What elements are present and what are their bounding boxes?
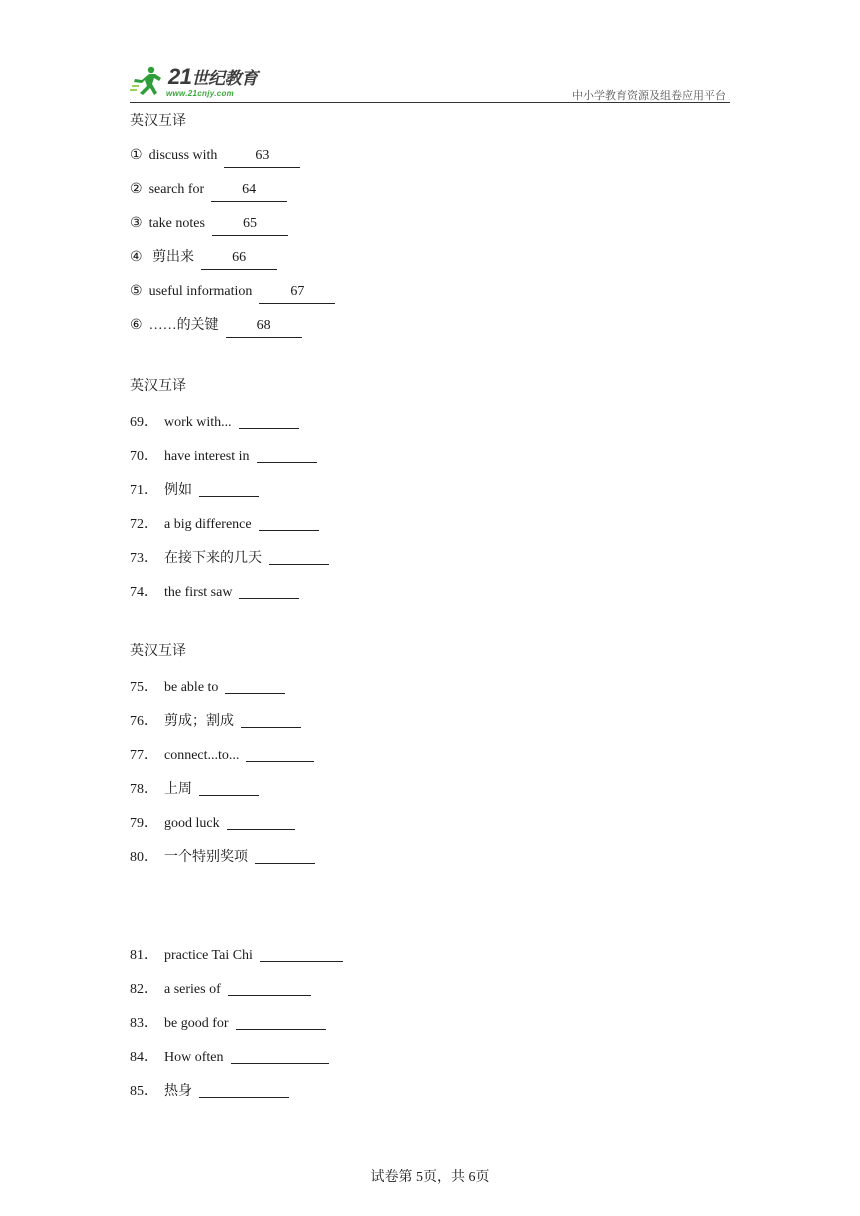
answer-blank[interactable] <box>201 250 277 270</box>
question-text: have interest in <box>164 449 250 464</box>
question-item <box>130 776 730 810</box>
question-text: 剪成；割成 <box>164 714 234 729</box>
question-item <box>130 742 730 776</box>
question-number: ② <box>130 182 143 197</box>
question-number: 72． <box>130 517 158 532</box>
question-number: 69． <box>130 415 158 430</box>
question-text: be good for <box>164 1016 229 1031</box>
answer-blank[interactable] <box>246 745 314 762</box>
question-number: 83． <box>130 1016 158 1031</box>
question-number: 71． <box>130 483 158 498</box>
answer-blank[interactable] <box>259 514 319 531</box>
answer-blank[interactable] <box>269 548 329 565</box>
question-item <box>130 976 730 1010</box>
question-text: be able to <box>164 680 219 695</box>
answer-blank[interactable] <box>236 1013 326 1030</box>
answer-blank[interactable] <box>212 216 288 236</box>
question-number: 81． <box>130 948 158 963</box>
question-number: ⑥ <box>130 318 143 333</box>
question-text: search for <box>148 182 205 197</box>
answer-blank[interactable] <box>241 711 301 728</box>
question-text: discuss with <box>148 148 218 163</box>
question-number: 84． <box>130 1050 158 1065</box>
question-number: 77． <box>130 748 158 763</box>
question-item <box>130 1078 730 1112</box>
question-item <box>130 409 730 443</box>
question-text: 剪出来 <box>148 250 195 265</box>
answer-number: 63 <box>255 148 270 163</box>
question-item <box>130 844 730 878</box>
question-item <box>130 178 730 212</box>
section-heading: 英汉互译 <box>130 114 186 129</box>
question-text: 在接下来的几天 <box>164 551 262 566</box>
section-2 <box>130 375 730 613</box>
answer-blank[interactable] <box>226 318 302 338</box>
question-item <box>130 280 730 314</box>
answer-number: 65 <box>242 216 257 231</box>
worksheet-content <box>130 110 730 1139</box>
answer-blank[interactable] <box>225 677 285 694</box>
question-item <box>130 1010 730 1044</box>
question-number: 82． <box>130 982 158 997</box>
section-4 <box>130 942 730 1112</box>
question-item <box>130 477 730 511</box>
answer-blank[interactable] <box>239 582 299 599</box>
question-number: 70． <box>130 449 158 464</box>
question-text: a series of <box>164 982 221 997</box>
answer-blank[interactable] <box>199 480 259 497</box>
question-text: connect...to... <box>164 748 240 763</box>
question-number: 74． <box>130 585 158 600</box>
question-number: 80． <box>130 850 158 865</box>
question-number: 75． <box>130 680 158 695</box>
question-number: 85． <box>130 1084 158 1099</box>
section-1 <box>130 110 730 348</box>
question-text: 例如 <box>164 483 192 498</box>
site-tagline: 中小学教育资源及组卷应用平台 <box>572 89 726 102</box>
answer-blank[interactable] <box>259 284 335 304</box>
question-item <box>130 144 730 178</box>
question-item <box>130 942 730 976</box>
question-number: 78． <box>130 782 158 797</box>
logo-wordmark: 21世纪教育 <box>168 64 258 89</box>
section-heading: 英汉互译 <box>130 379 186 394</box>
question-text: How often <box>164 1050 224 1065</box>
question-number: ① <box>130 148 143 163</box>
question-number: 79． <box>130 816 158 831</box>
answer-number: 68 <box>256 318 271 333</box>
answer-blank[interactable] <box>224 148 300 168</box>
question-text: 热身 <box>164 1084 192 1099</box>
question-item <box>130 246 730 280</box>
section-heading: 英汉互译 <box>130 644 186 659</box>
section-3 <box>130 640 730 878</box>
question-item <box>130 443 730 477</box>
question-text: the first saw <box>164 585 233 600</box>
answer-blank[interactable] <box>199 1081 289 1098</box>
question-text: ……的关键 <box>148 318 219 333</box>
question-item <box>130 674 730 708</box>
question-number: ③ <box>130 216 143 231</box>
question-text: work with... <box>164 415 232 430</box>
question-number: ⑤ <box>130 284 143 299</box>
question-text: take notes <box>148 216 205 231</box>
answer-blank[interactable] <box>228 979 311 996</box>
question-item <box>130 314 730 348</box>
answer-blank[interactable] <box>257 446 317 463</box>
answer-number: 64 <box>242 182 257 197</box>
answer-number: 67 <box>290 284 305 299</box>
question-item <box>130 545 730 579</box>
logo-url: www.21cnjy.com <box>166 89 235 98</box>
answer-number: 66 <box>232 250 247 265</box>
question-number: ④ <box>130 250 143 265</box>
answer-blank[interactable] <box>231 1047 329 1064</box>
question-text: a big difference <box>164 517 252 532</box>
answer-blank[interactable] <box>227 813 295 830</box>
question-item <box>130 212 730 246</box>
running-man-icon <box>130 66 164 98</box>
question-item <box>130 708 730 742</box>
page-header <box>130 62 730 103</box>
question-number: 76． <box>130 714 158 729</box>
page-footer: 试卷第 5页，共 6页 <box>370 1170 490 1185</box>
question-item <box>130 511 730 545</box>
question-text: useful information <box>148 284 253 299</box>
brand-logo <box>130 62 265 100</box>
answer-blank[interactable] <box>211 182 287 202</box>
question-text: good luck <box>164 816 220 831</box>
question-text: 一个特别奖项 <box>164 850 248 865</box>
question-number: 73． <box>130 551 158 566</box>
question-item <box>130 810 730 844</box>
answer-blank[interactable] <box>260 945 343 962</box>
question-item <box>130 579 730 613</box>
answer-blank[interactable] <box>239 412 299 429</box>
answer-blank[interactable] <box>255 847 315 864</box>
answer-blank[interactable] <box>199 779 259 796</box>
question-item <box>130 1044 730 1078</box>
question-text: 上周 <box>164 782 192 797</box>
question-text: practice Tai Chi <box>164 948 253 963</box>
